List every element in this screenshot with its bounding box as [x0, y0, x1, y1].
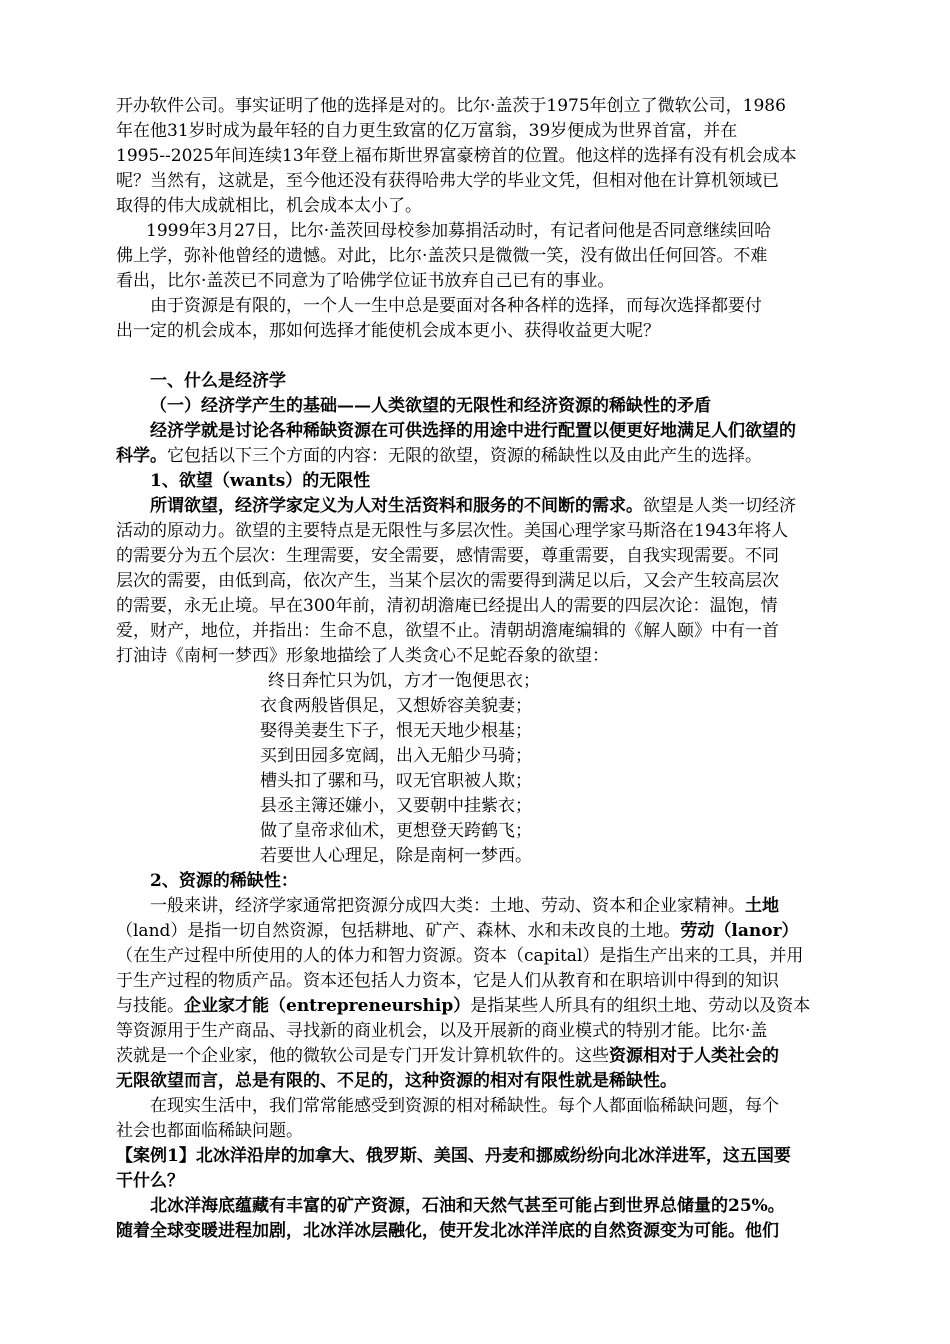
text-line: 随着全球变暖进程加剧，北冰洋冰层融化，使开发北冰洋洋底的自然资源变为可能。他们	[116, 1221, 779, 1241]
text-line: 开办软件公司。事实证明了他的选择是对的。比尔·盖茨于1975年创立了微软公司，1986	[116, 96, 786, 116]
text-line: 活动的原动力。欲望的主要特点是无限性与多层次性。美国心理学家马斯洛在1943年将人	[116, 521, 789, 541]
text-line: 由于资源是有限的，一个人一生中总是要面对各种各样的选择，而每次选择都要付	[150, 296, 762, 316]
document-page	[116, 94, 880, 1244]
text-line: 干什么？	[116, 1171, 184, 1191]
text-line: 层次的需要，由低到高，依次产生，当某个层次的需要得到满足以后，又会产生较高层次	[116, 571, 779, 591]
text-line: 做了皇帝求仙术，更想登天跨鹤飞；	[260, 821, 532, 841]
text-line	[116, 494, 880, 519]
bold-text-span: 经济学就是讨论各种稀缺资源在可供选择的用途中进行配置以便更好地满足人们欲望的	[150, 421, 796, 441]
text-span: 欲望是人类一切经济	[643, 496, 796, 516]
text-line: （在生产过程中所使用的人的体力和智力资源。资本（capital）是指生产出来的工具，并用	[116, 946, 804, 966]
text-line: 【案例1】北冰洋沿岸的加拿大、俄罗斯、美国、丹麦和挪威纷纷向北冰洋进军，这五国要	[116, 1146, 791, 1166]
text-line: 终日奔忙只为饥，方才一饱便思衣；	[268, 671, 540, 691]
text-line: 无限欲望而言，总是有限的、不足的，这种资源的相对有限性就是稀缺性。	[116, 1071, 677, 1091]
text-line	[116, 419, 880, 444]
blank-line	[116, 344, 880, 369]
text-span: （land）是指一切自然资源，包括耕地、矿产、森林、水和未改良的土地。	[116, 921, 681, 941]
text-line: 爱，财产，地位，并指出：生命不息，欲望不止。清朝胡澹庵编辑的《解人颐》中有一首	[116, 621, 779, 641]
text-line: 年在他31岁时成为最年轻的自力更生致富的亿万富翁，39岁便成为世界首富，并在	[116, 121, 738, 141]
text-line: 2、资源的稀缺性：	[150, 871, 298, 891]
text-line: 若要世人心理足，除是南柯一梦西。	[260, 846, 532, 866]
bold-text-span: 科学。	[116, 446, 167, 466]
text-line: 出一定的机会成本，那如何选择才能使机会成本更小、获得收益更大呢？	[116, 321, 660, 341]
text-line: 社会也都面临稀缺问题。	[116, 1121, 303, 1141]
bold-text-span: 劳动（lanor）	[680, 921, 799, 941]
text-line: 打油诗《南柯一梦西》形象地描绘了人类贪心不足蛇吞象的欲望：	[116, 646, 609, 666]
text-span: 它包括以下三个方面的内容：无限的欲望，资源的稀缺性以及由此产生的选择。	[167, 446, 762, 466]
text-line: 衣食两般皆俱足，又想娇容美貌妻；	[260, 696, 532, 716]
text-line: 的需要，永无止境。早在300年前，清初胡澹庵已经提出人的需要的四层次论：温饱，情	[116, 596, 778, 616]
text-line: 1999年3月27日，比尔·盖茨回母校参加募捐活动时，有记者问他是否同意继续回哈	[146, 221, 772, 241]
text-line: 在现实生活中，我们常常能感受到资源的相对稀缺性。每个人都面临稀缺问题，每个	[150, 1096, 779, 1116]
bold-text-span: 资源相对于人类社会的	[609, 1046, 779, 1066]
text-line: 买到田园多宽阔，出入无船少马骑；	[260, 746, 532, 766]
text-line: 的需要分为五个层次：生理需要，安全需要，感情需要，尊重需要，自我实现需要。不同	[116, 546, 779, 566]
text-line	[116, 894, 880, 919]
text-line: 北冰洋海底蕴藏有丰富的矿产资源，石油和天然气甚至可能占到世界总储量的25%。	[150, 1196, 785, 1216]
text-line: 1995--2025年间连续13年登上福布斯世界富豪榜首的位置。他这样的选择有没有机会成本	[116, 146, 797, 166]
text-span: 一般来讲，经济学家通常把资源分成四大类：土地、劳动、资本和企业家精神。	[150, 896, 745, 916]
text-line: 等资源用于生产商品、寻找新的商业机会，以及开展新的商业模式的特别才能。比尔·盖	[116, 1021, 768, 1041]
bold-text-span: 土地	[745, 896, 779, 916]
text-line: 娶得美妻生下子，恨无天地少根基；	[260, 721, 532, 741]
text-span: 是指某些人所具有的组织土地、劳动以及资本	[470, 996, 811, 1016]
text-line	[116, 994, 880, 1019]
text-line: 佛上学，弥补他曾经的遗憾。对此，比尔·盖茨只是微微一笑，没有做出任何回答。不难	[116, 246, 768, 266]
text-line: 县丞主簿还嫌小，又要朝中挂紫衣；	[260, 796, 532, 816]
bold-text-span: 企业家才能（entrepreneurship）	[184, 996, 471, 1016]
text-line: 于生产过程的物质产品。资本还包括人力资本，它是人们从教育和在职培训中得到的知识	[116, 971, 779, 991]
text-line: 一、什么是经济学	[150, 371, 286, 391]
text-line: 呢？当然有，这就是，至今他还没有获得哈弗大学的毕业文凭，但相对他在计算机领域已	[116, 171, 779, 191]
text-span: 与技能。	[116, 996, 184, 1016]
text-line	[116, 919, 880, 944]
text-line	[116, 444, 880, 469]
text-line	[116, 1044, 880, 1069]
text-span: 茨就是一个企业家，他的微软公司是专门开发计算机软件的。这些	[116, 1046, 609, 1066]
text-line: 看出，比尔·盖茨已不同意为了哈佛学位证书放弃自己已有的事业。	[116, 271, 615, 291]
text-line: 1、欲望（wants）的无限性	[150, 471, 371, 491]
bold-text-span: 所谓欲望，经济学家定义为人对生活资料和服务的不间断的需求。	[150, 496, 643, 516]
text-line: 取得的伟大成就相比，机会成本太小了。	[116, 196, 422, 216]
text-line: 槽头扣了骡和马，叹无官职被人欺；	[260, 771, 532, 791]
text-line: （一）经济学产生的基础——人类欲望的无限性和经济资源的稀缺性的矛盾	[150, 396, 711, 416]
